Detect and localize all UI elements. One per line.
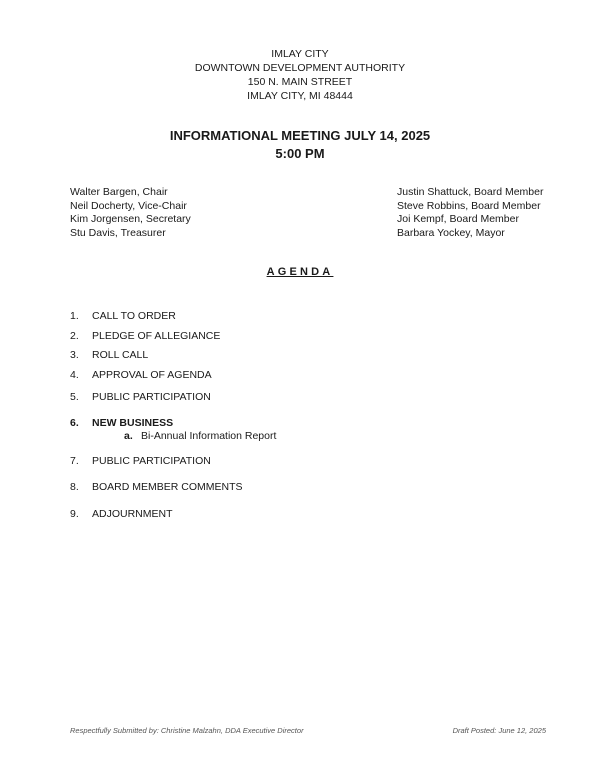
agenda-item-number: 2. (70, 330, 79, 342)
header-city-state-zip: IMLAY CITY, MI 48444 (247, 90, 353, 102)
agenda-item-label: PUBLIC PARTICIPATION (92, 391, 211, 403)
agenda-item-label: PLEDGE OF ALLEGIANCE (92, 330, 221, 342)
agenda-heading: AGENDA (266, 266, 334, 278)
member-name: Steve Robbins, Board Member (397, 199, 541, 212)
agenda-item (70, 481, 243, 494)
meeting-time: 5:00 PM (275, 146, 325, 161)
agenda-item-number: 3. (70, 349, 79, 361)
agenda-item-number: 1. (70, 310, 79, 322)
member-name: Kim Jorgensen, Secretary (70, 213, 191, 225)
agenda-item-new-business (70, 417, 173, 430)
agenda-item (70, 330, 220, 343)
agenda-item-number: 7. (70, 455, 79, 467)
agenda-item-number: 5. (70, 391, 79, 403)
agenda-item-label: APPROVAL OF AGENDA (92, 369, 212, 381)
member-name: Joi Kempf, Board Member (397, 213, 519, 225)
agenda-item-number: 9. (70, 508, 79, 520)
header-street: 150 N. MAIN STREET (247, 76, 353, 88)
member-name: Stu Davis, Treasurer (70, 226, 166, 239)
agenda-item-label: CALL TO ORDER (92, 310, 176, 322)
agenda-subitem (124, 430, 276, 443)
agenda-subitem-letter: a. (124, 430, 133, 442)
footer-submitted-by: Respectfully Submitted by: Christine Malzahn, DDA Executive Director (70, 726, 304, 735)
member-name: Neil Docherty, Vice-Chair (70, 199, 187, 212)
agenda-item (70, 349, 148, 362)
agenda-item (70, 310, 176, 323)
members-right-column (397, 186, 543, 240)
header-organization: DOWNTOWN DEVELOPMENT AUTHORITY (194, 62, 406, 74)
agenda-item-label: PUBLIC PARTICIPATION (92, 455, 211, 467)
meeting-title: INFORMATIONAL MEETING JULY 14, 2025 (169, 128, 431, 143)
agenda-item-number: 8. (70, 481, 79, 493)
members-left-column (70, 186, 191, 240)
agenda-item (70, 391, 211, 404)
member-name: Justin Shattuck, Board Member (397, 186, 544, 198)
agenda-subitem-label: Bi-Annual Information Report (141, 430, 277, 442)
agenda-item (70, 455, 211, 468)
agenda-item-label: NEW BUSINESS (92, 417, 174, 429)
agenda-item-number: 4. (70, 369, 79, 381)
footer-draft-posted: Draft Posted: June 12, 2025 (452, 726, 546, 735)
member-name: Walter Bargen, Chair (70, 186, 168, 198)
agenda-item (70, 369, 212, 382)
agenda-item-label: ROLL CALL (92, 349, 149, 361)
header-city: IMLAY CITY (271, 48, 329, 60)
agenda-item-number: 6. (70, 417, 79, 429)
member-name: Barbara Yockey, Mayor (397, 226, 505, 239)
agenda-item-label: ADJOURNMENT (92, 508, 173, 520)
agenda-item-label: BOARD MEMBER COMMENTS (92, 481, 243, 493)
agenda-item (70, 508, 173, 521)
